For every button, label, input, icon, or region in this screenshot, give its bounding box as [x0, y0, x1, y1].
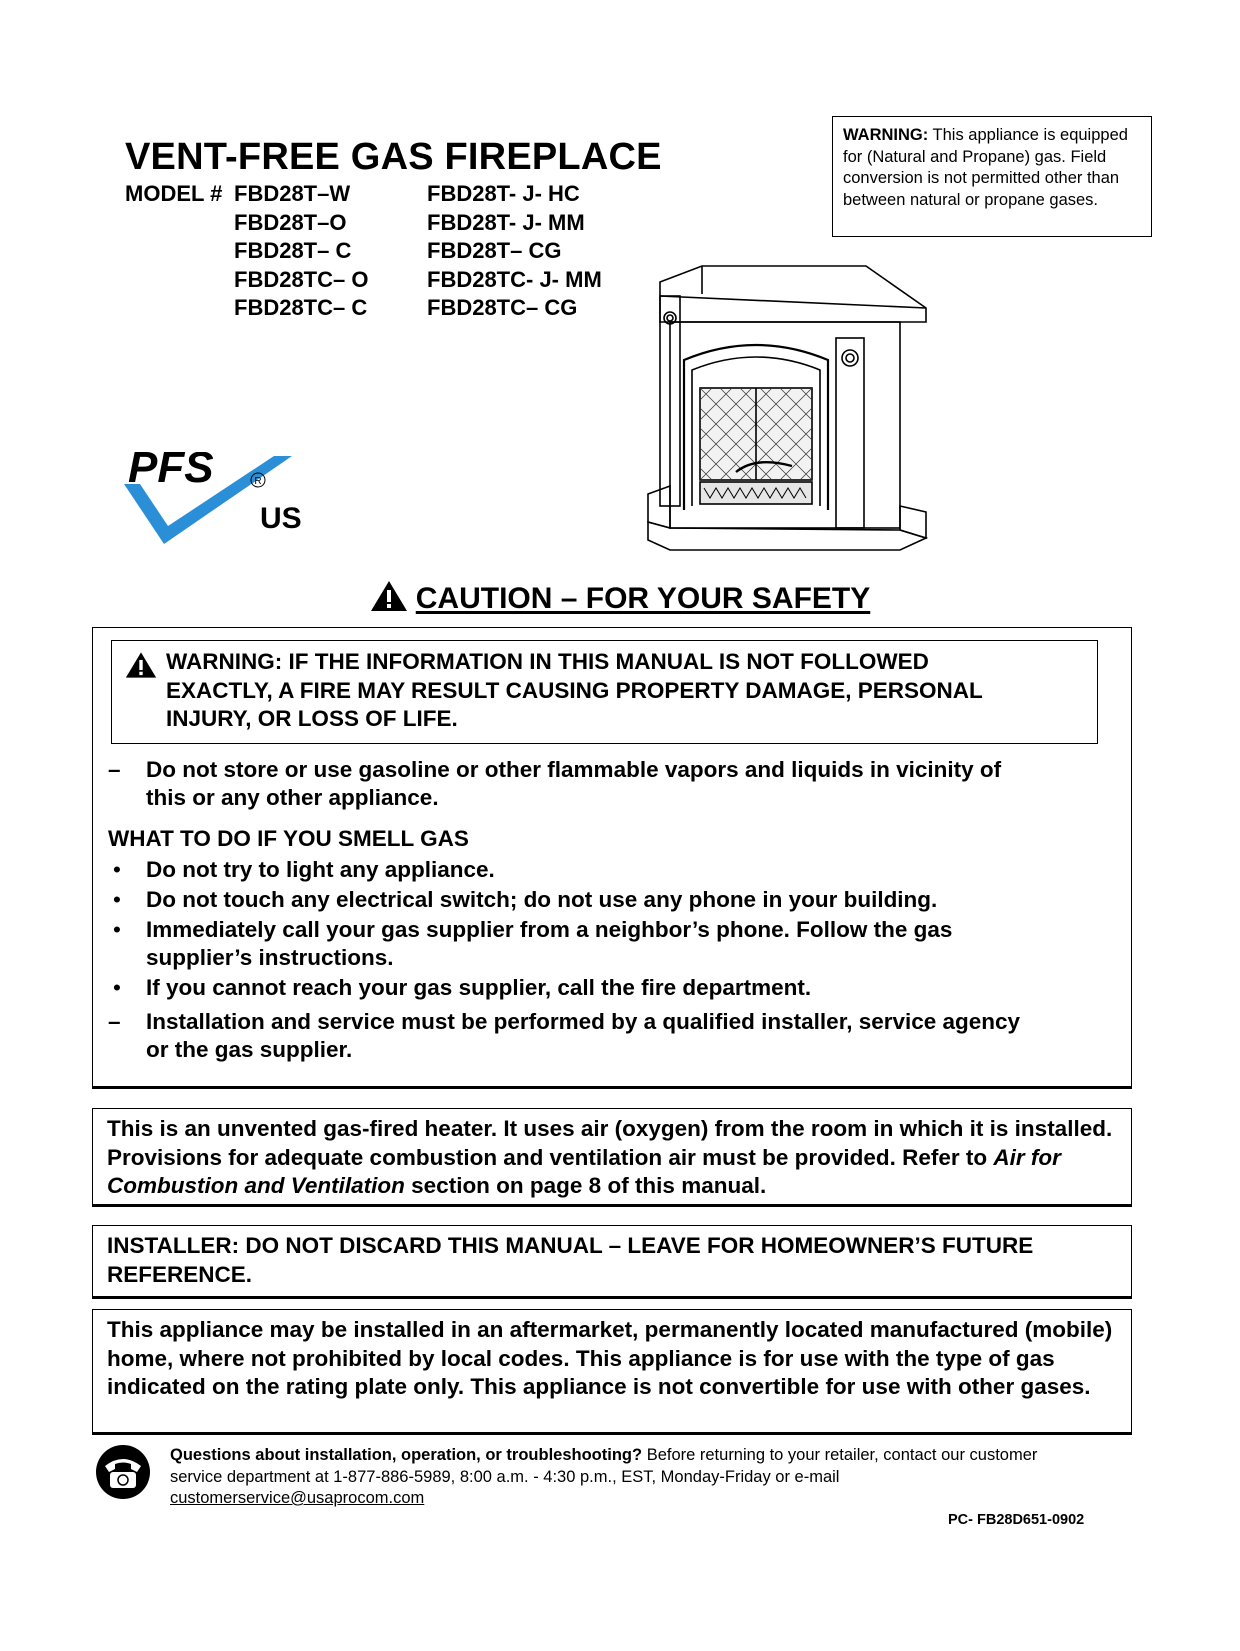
gas-type-warning-box: [832, 116, 1152, 237]
list-item: [108, 974, 1068, 1002]
model-number: FBD28T–W: [234, 181, 351, 206]
mobile-home-text: This appliance may be installed in an aftermarket, permanently located manufactured (mobile) home, where not prohibited by local codes. This appliance is for use with the type of gas indicated on the rating plate only. This appliance is not convertible for use with other gases.: [107, 1317, 1113, 1399]
list-item: [108, 886, 1068, 914]
telephone-icon: [95, 1444, 151, 1500]
model-number: FBD28TC– CG: [427, 295, 578, 320]
smell-gas-list: [108, 856, 1068, 1004]
model-number: FBD28TC– C: [234, 295, 368, 320]
installer-notice-text: INSTALLER: DO NOT DISCARD THIS MANUAL – LEAVE FOR HOMEOWNER’S FUTURE REFERENCE.: [107, 1233, 1034, 1287]
storage-instruction: [108, 756, 1098, 816]
list-item-text: If you cannot reach your gas supplier, call the fire department.: [146, 975, 812, 1000]
logo-brand: PFS: [128, 452, 214, 492]
fire-warning-line: INJURY, OR LOSS OF LIFE.: [166, 706, 458, 731]
bullet-icon: •: [113, 857, 121, 882]
model-number: FBD28TC– O: [234, 266, 369, 292]
installation-text: [146, 1008, 1020, 1064]
model-number: FBD28T– CG: [427, 238, 562, 263]
list-item: [108, 916, 1026, 972]
list-item-text: Do not touch any electrical switch; do not use any phone in your building.: [146, 887, 938, 912]
contact-info: [170, 1445, 1090, 1510]
smell-gas-heading: WHAT TO DO IF YOU SMELL GAS: [108, 826, 469, 851]
unvented-text-end: section on page 8 of this manual.: [404, 1173, 767, 1198]
model-label: MODEL #: [125, 181, 223, 206]
part-code: PC- FB28D651-0902: [948, 1512, 1085, 1528]
caution-heading-text: CAUTION – FOR YOUR SAFETY: [415, 582, 871, 615]
installation-line: or the gas supplier.: [146, 1037, 353, 1062]
unvented-heater-box: [92, 1108, 1132, 1207]
storage-line: this or any other appliance.: [146, 785, 439, 810]
model-number: FBD28T–O: [234, 209, 347, 235]
bullet-icon: •: [113, 887, 121, 912]
registered-mark: R: [254, 476, 262, 487]
fire-warning-line: EXACTLY, A FIRE MAY RESULT CAUSING PROPERTY DAMAGE, PERSONAL: [166, 677, 983, 703]
storage-line: Do not store or use gasoline or other flammable vapors and liquids in vicinity of: [146, 757, 1002, 782]
installer-notice-box: [92, 1225, 1132, 1299]
model-number: FBD28T- J- HC: [427, 181, 580, 206]
contact-email-link[interactable]: customerservice@usaprocom.com: [170, 1489, 425, 1507]
contact-question: Questions about installation, operation, or troubleshooting?: [170, 1446, 643, 1464]
section-reference: Air for Combustion and Ventilation: [107, 1144, 1061, 1198]
dash-marker: –: [108, 757, 121, 782]
warning-triangle-icon: [125, 651, 157, 679]
list-item-text: Do not try to light any appliance.: [146, 857, 495, 882]
unvented-text: This is an unvented gas-fired heater. It uses air (oxygen) from the room in which it is installed. Provisions for adequate combustion and ventilation air must be provided. Refer to: [107, 1116, 1113, 1170]
fireplace-illustration: [646, 260, 938, 580]
warning-text: This appliance is equipped for (Natural and Propane) gas. Field conversion is not permitted other than between natural or propane gases.: [843, 126, 1128, 209]
pfs-logo: [124, 452, 324, 562]
fire-warning-box: [111, 640, 1098, 744]
model-number: FBD28T– C: [234, 238, 352, 263]
installation-line: Installation and service must be performed by a qualified installer, service agency: [146, 1009, 1021, 1034]
bullet-icon: •: [113, 917, 121, 942]
list-item-text: Immediately call your gas supplier from a neighbor’s phone. Follow the gas supplier’s instructions.: [146, 917, 953, 970]
model-number: FBD28T- J- MM: [427, 209, 585, 235]
storage-text: [146, 756, 1001, 812]
contact-text: Before returning to your retailer, contact our customer service department at 1-877-886-5989, 8:00 a.m. - 4:30 p.m., EST, Monday-Friday or e-mail: [170, 1446, 1038, 1486]
logo-region: US: [260, 502, 302, 535]
list-item: [108, 856, 1068, 884]
installation-instruction: [108, 1008, 1118, 1068]
caution-heading: [0, 580, 1240, 616]
fire-warning-line: WARNING: IF THE INFORMATION IN THIS MANUAL IS NOT FOLLOWED: [166, 649, 929, 674]
mobile-home-box: [92, 1309, 1132, 1435]
warning-triangle-icon: [370, 580, 408, 612]
document-title: VENT-FREE GAS FIREPLACE: [125, 136, 662, 178]
dash-marker: –: [108, 1009, 121, 1034]
warning-label: WARNING:: [843, 126, 929, 144]
model-number: FBD28TC- J- MM: [427, 266, 602, 292]
bullet-icon: •: [113, 975, 121, 1000]
